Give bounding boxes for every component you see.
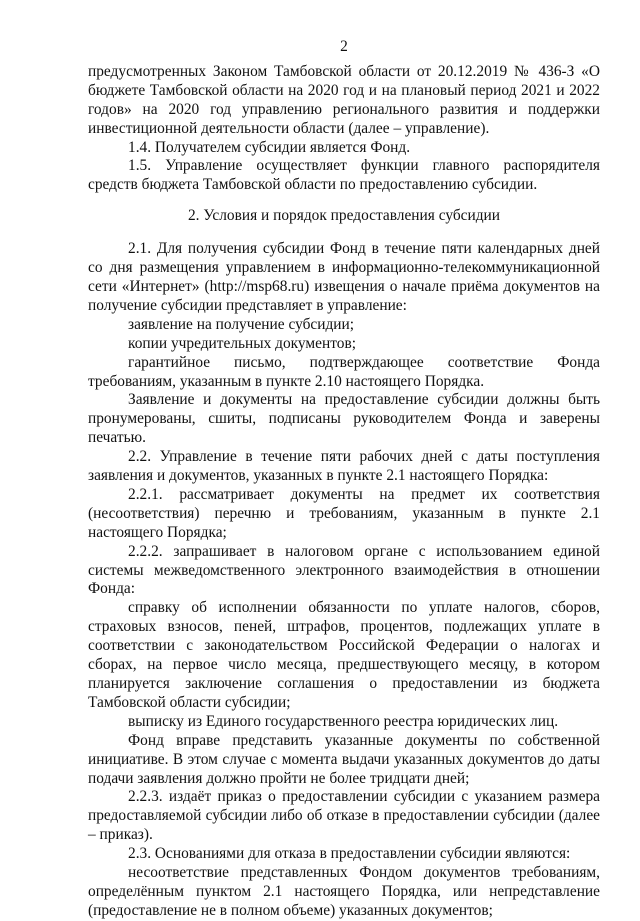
paragraph-egrul-extract: выписку из Единого государственного реестра юридических лиц. bbox=[128, 712, 559, 730]
list-item-application: заявление на получение субсидии; bbox=[128, 315, 355, 333]
paragraph-2-3: 2.3. Основаниями для отказа в предоставлении субсидии являются: bbox=[128, 845, 571, 863]
paragraph-initiative: Фонд вправе представить указанные документы по собственной инициативе. В этом случае с момента выдачи указанных документов до даты подачи заявления должно пройти не более тридцати дней; bbox=[88, 731, 600, 787]
paragraph-law-reference: предусмотренных Законом Тамбовской области от 20.12.2019 № 436-З «О бюджете Тамбовской области на 2020 год и на плановый период 2021 и 2022 годов» на 2020 год управлению регионального развития и поддержки инвестиционной деятельности области (далее – управление). bbox=[88, 62, 600, 137]
paragraph-tax-certificate: справку об исполнении обязанности по уплате налогов, сборов, страховых взносов, пеней, штрафов, процентов, подлежащих уплате в соответствии с законодательством Российской Федерации о налогах и сборах, на первое число месяца, предшествующего месяцу, в котором планируется заключение соглашения о предоставлении из бюджета Тамбовской области субсидии; bbox=[88, 599, 600, 711]
paragraph-1-4: 1.4. Получателем субсидии является Фонд. bbox=[128, 138, 411, 156]
paragraph-2-2-3: 2.2.3. издаёт приказ о предоставлении субсидии с указанием размера предоставляемой субсидии либо об отказе в предоставлении субсидии (далее – приказ). bbox=[88, 788, 600, 844]
paragraph-2-2-2: 2.2.2. запрашивает в налоговом органе с использованием единой системы межведомственного электронного взаимодействия в отношении Фонда: bbox=[88, 542, 600, 598]
paragraph-docs-requirements: Заявление и документы на предоставление субсидии должны быть пронумерованы, сшиты, подписаны руководителем Фонда и заверены печатью. bbox=[88, 391, 600, 447]
list-item-guarantee-letter bbox=[88, 354, 600, 373]
page-number: 2 bbox=[340, 38, 348, 55]
list-item-founding-docs: копии учредительных документов; bbox=[128, 334, 356, 352]
section-heading: 2. Условия и порядок предоставления субсидии bbox=[187, 207, 501, 225]
word: письмо, bbox=[234, 353, 286, 371]
list-item-guarantee-tail: требованиям, указанным в пункте 2.10 настоящего Порядка. bbox=[88, 372, 485, 390]
word: соответствие bbox=[447, 353, 534, 371]
word: Фонда bbox=[557, 353, 600, 371]
document-page bbox=[88, 38, 600, 921]
paragraph-2-2-1: 2.2.1. рассматривает документы на предмет их соответствия (несоответствия) перечню и требованиям, указанным в пункте 2.1 настоящего Порядка; bbox=[88, 485, 600, 541]
paragraph-2-1: 2.1. Для получения субсидии Фонд в течение пяти календарных дней со дня размещения управлением в информационно-телекоммуникационной сети «Интернет» (http://msp68.ru) извещения о начале приёма документов на получение субсидии представляет в управление: bbox=[88, 240, 600, 314]
paragraph-2-2: 2.2. Управление в течение пяти рабочих дней с даты поступления заявления и документов, указанных в пункте 2.1 настоящего Порядка: bbox=[88, 448, 600, 485]
word: гарантийное bbox=[128, 353, 211, 371]
paragraph-1-5: 1.5. Управление осуществляет функции главного распорядителя средств бюджета Тамбовской области по предоставлению субсидии. bbox=[88, 157, 600, 194]
word: подтверждающее bbox=[309, 353, 424, 371]
paragraph-mismatch: несоответствие представленных Фондом документов требованиям, определённым пунктом 2.1 настоящего Порядка, или непредставление (предоставление не в полном объеме) указанных документов; bbox=[88, 864, 600, 919]
